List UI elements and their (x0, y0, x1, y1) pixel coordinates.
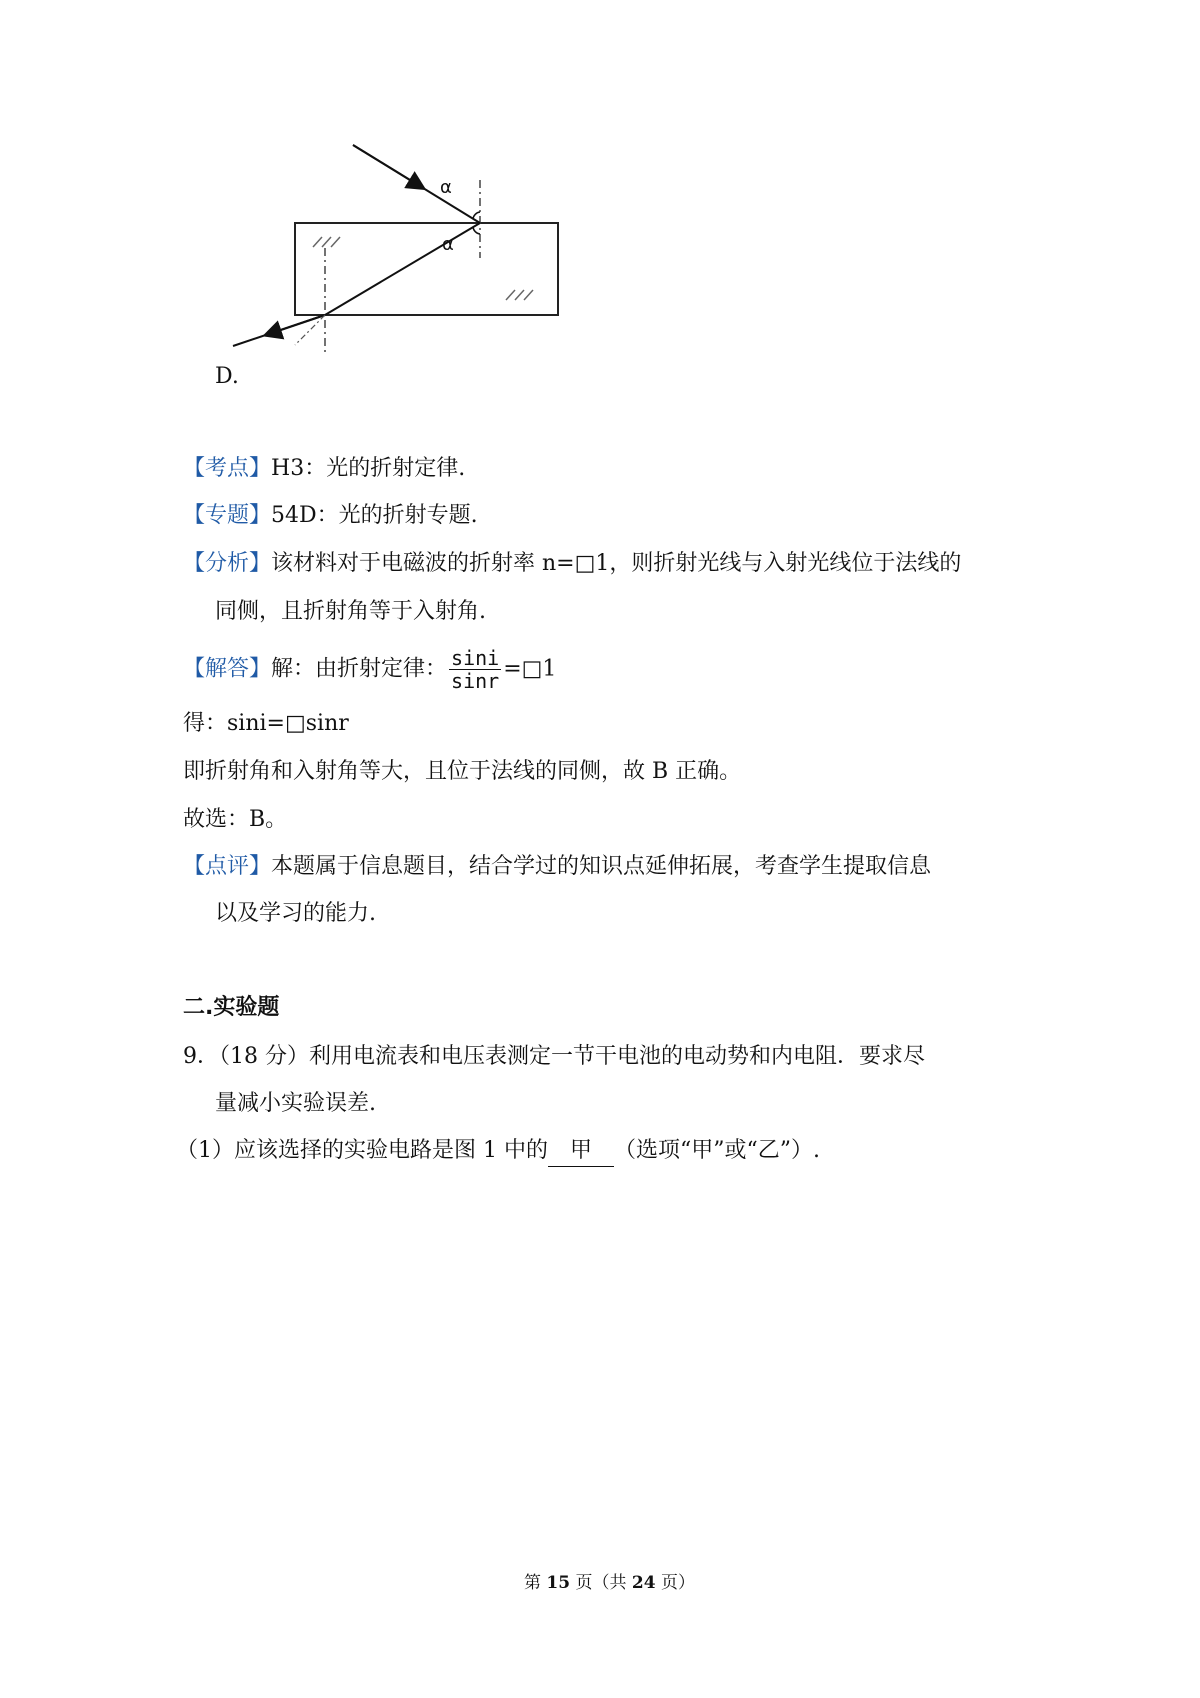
jieda-line-4: 故选：B。 (183, 807, 288, 832)
incident-arrow (353, 145, 423, 188)
page-footer (524, 1568, 695, 1598)
answer-blank: 甲 (548, 1136, 614, 1167)
angle-arc-top (473, 212, 480, 219)
angle-arc-bottom (473, 227, 480, 234)
kaodian-text: H3：光的折射定律. (271, 456, 466, 481)
footer-total-pages: 24 (631, 1573, 656, 1593)
section-title: 二.实验题 (183, 995, 280, 1020)
fenxi-text-1: 该材料对于电磁波的折射率 n=□1，则折射光线与入射光线位于法线的 (271, 551, 962, 576)
fenxi-tag: 【分析】 (183, 551, 272, 576)
jieda-suffix: =□1 (503, 656, 557, 682)
hatch-marks (313, 237, 533, 300)
fraction-denominator: sinr (451, 669, 500, 693)
kaodian-tag: 【考点】 (183, 456, 272, 481)
jieda-tag: 【解答】 (183, 656, 272, 682)
dianping-text-1: 本题属于信息题目，结合学过的知识点延伸拓展，考查学生提取信息 (271, 854, 932, 879)
refraction-diagram (180, 140, 620, 400)
zhuanti-text: 54D：光的折射专题. (271, 503, 478, 528)
option-d-label: D. (215, 364, 239, 389)
zhuanti-tag: 【专题】 (183, 503, 272, 528)
jieda-line-2: 得：sini=□sinr (183, 711, 349, 736)
alpha-label-bottom: α (442, 234, 454, 255)
q9-line-2: 量减小实验误差. (215, 1091, 376, 1116)
footer-post: 页） (655, 1573, 695, 1593)
footer-page-number: 15 (546, 1573, 571, 1593)
jieda-prefix: 解：由折射定律： (271, 656, 448, 682)
dianping-tag: 【点评】 (183, 854, 272, 879)
jieda-line-1 (183, 647, 556, 692)
fenxi-line-2: 同侧，且折射角等于入射角. (215, 599, 486, 624)
q9-line-1: 9．（18 分）利用电流表和电压表测定一节干电池的电动势和内电阻．要求尽 (183, 1044, 925, 1069)
kaodian-line (183, 454, 465, 484)
jieda-line-3: 即折射角和入射角等大，且位于法线的同侧，故 B 正确。 (183, 759, 742, 784)
glass-slab (295, 223, 558, 315)
dianping-line-2: 以及学习的能力. (215, 901, 376, 926)
q9-sub1-prefix: （1）应该选择的实验电路是图 1 中的 (176, 1138, 548, 1163)
refracted-ray (325, 223, 480, 315)
q9-sub1-suffix: （选项“甲”或“乙”）. (614, 1138, 820, 1163)
fraction-numerator: sini (451, 646, 500, 670)
footer-pre: 第 (524, 1573, 547, 1593)
footer-mid: 页（共 (570, 1573, 632, 1593)
zhuanti-line (183, 501, 478, 531)
dianping-line-1 (183, 852, 931, 882)
fraction (449, 647, 501, 692)
fenxi-line-1 (183, 549, 961, 579)
emergent-arrow (266, 315, 325, 335)
alpha-label-top: α (440, 177, 452, 198)
q9-sub1-line (176, 1136, 820, 1167)
